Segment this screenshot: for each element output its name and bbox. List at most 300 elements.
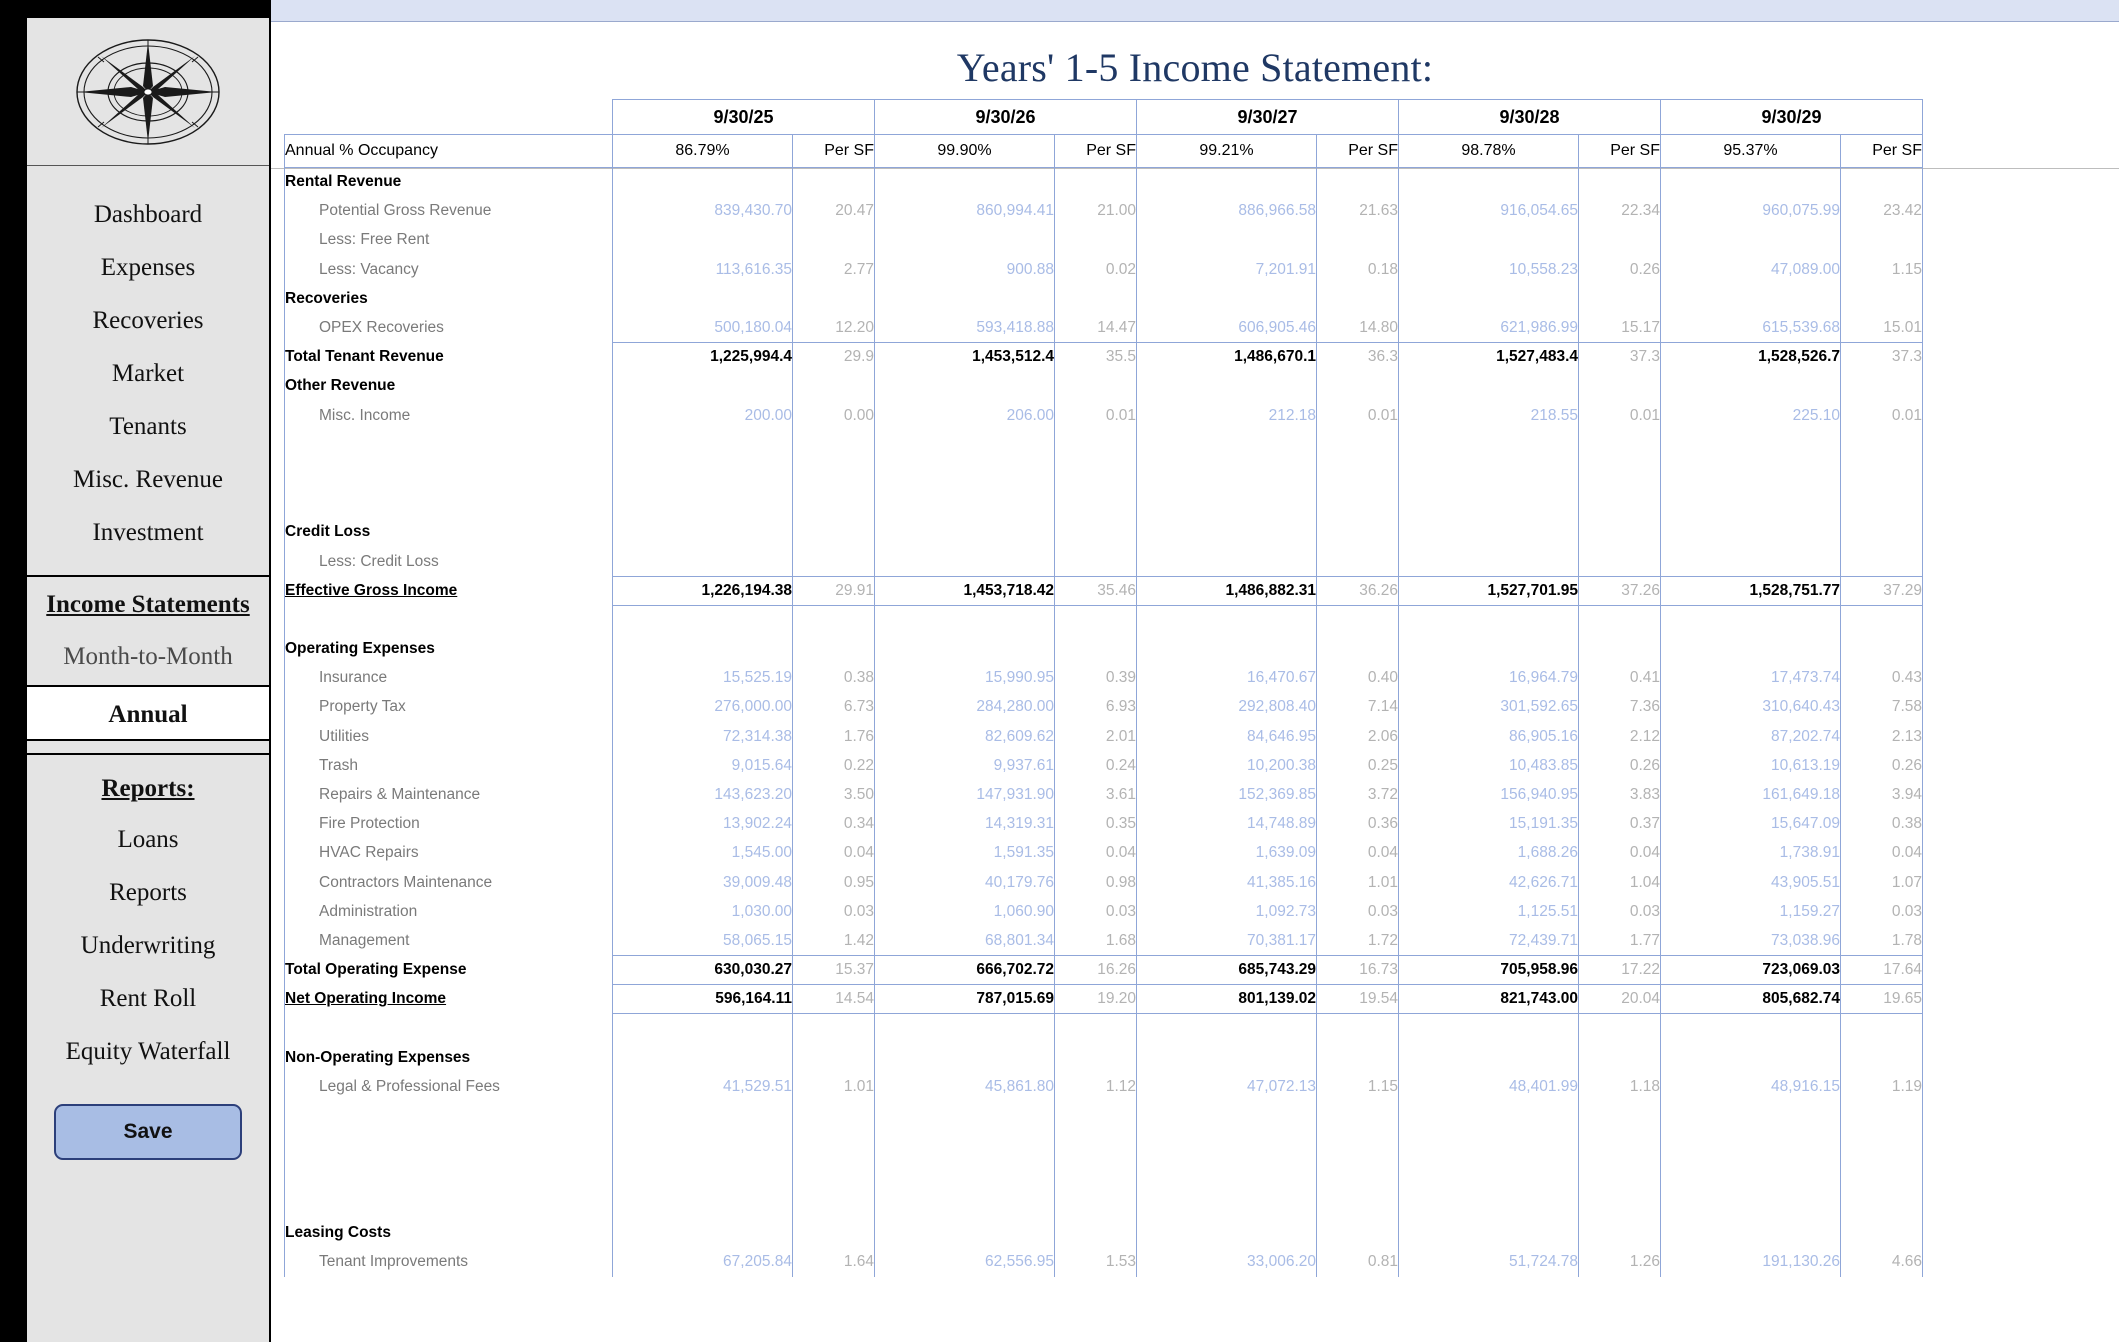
cell-per-sf: 23.42	[1841, 197, 1923, 226]
occupancy-value-year-4: 98.78%	[1399, 135, 1579, 168]
cell-value[interactable]	[875, 547, 1055, 576]
sidebar-item-loans[interactable]: Loans	[117, 826, 179, 853]
cell-value[interactable]: 84,646.95	[1137, 722, 1317, 751]
sidebar-item-misc-revenue[interactable]: Misc. Revenue	[73, 466, 223, 493]
cell-value[interactable]: 82,609.62	[875, 722, 1055, 751]
cell-value[interactable]	[1137, 284, 1317, 313]
sidebar-item-dashboard[interactable]: Dashboard	[93, 201, 203, 228]
cell-per-sf: 1.01	[793, 1072, 875, 1101]
cell-value[interactable]	[1399, 1043, 1579, 1072]
sidebar-item-investment[interactable]: Investment	[92, 519, 204, 546]
table-row	[285, 693, 1923, 722]
cell-value[interactable]: 1,527,701.95	[1399, 576, 1579, 605]
cell-per-sf: 17.22	[1579, 956, 1661, 985]
table-row	[285, 284, 1923, 313]
cell-value[interactable]	[875, 635, 1055, 664]
cell-value[interactable]: 10,200.38	[1137, 751, 1317, 780]
cell-per-sf: 0.39	[1055, 664, 1137, 693]
cell-value[interactable]	[1399, 168, 1579, 197]
cell-value[interactable]	[1661, 430, 1841, 459]
cell-value[interactable]	[613, 1014, 793, 1043]
cell-value[interactable]: 45,861.80	[875, 1072, 1055, 1101]
cell-value[interactable]	[1661, 1102, 1841, 1131]
cell-value[interactable]: 47,089.00	[1661, 255, 1841, 284]
cell-per-sf: 15.01	[1841, 313, 1923, 342]
cell-value[interactable]	[1661, 226, 1841, 255]
table-row	[285, 1218, 1923, 1247]
cell-value[interactable]	[613, 1160, 793, 1189]
cell-value[interactable]	[875, 1218, 1055, 1247]
cell-value[interactable]	[613, 518, 793, 547]
cell-value[interactable]	[1399, 372, 1579, 401]
cell-per-sf	[793, 1014, 875, 1043]
per-sf-header-year-3: Per SF	[1317, 135, 1399, 168]
cell-value[interactable]	[613, 1131, 793, 1160]
cell-value[interactable]	[875, 226, 1055, 255]
cell-per-sf: 36.3	[1317, 343, 1399, 372]
sidebar-item-month-to-month[interactable]: Month-to-Month	[63, 643, 233, 670]
cell-value[interactable]	[875, 1014, 1055, 1043]
row-label	[285, 605, 613, 634]
cell-value[interactable]: 1,453,512.4	[875, 343, 1055, 372]
cell-value[interactable]: 1,159.27	[1661, 897, 1841, 926]
cell-value[interactable]	[1661, 635, 1841, 664]
cell-value[interactable]: 15,525.19	[613, 664, 793, 693]
cell-value[interactable]: 500,180.04	[613, 313, 793, 342]
cell-value[interactable]: 805,682.74	[1661, 985, 1841, 1014]
cell-per-sf: 1.76	[793, 722, 875, 751]
cell-value[interactable]	[1661, 168, 1841, 197]
cell-value[interactable]: 10,483.85	[1399, 751, 1579, 780]
cell-value[interactable]: 723,069.03	[1661, 956, 1841, 985]
cell-value[interactable]	[875, 372, 1055, 401]
cell-value[interactable]: 9,015.64	[613, 751, 793, 780]
cell-value[interactable]	[1137, 1102, 1317, 1131]
cell-value[interactable]	[1399, 1160, 1579, 1189]
cell-per-sf: 36.26	[1317, 576, 1399, 605]
cell-value[interactable]: 705,958.96	[1399, 956, 1579, 985]
cell-value[interactable]: 615,539.68	[1661, 313, 1841, 342]
table-row	[285, 401, 1923, 430]
cell-value[interactable]: 10,613.19	[1661, 751, 1841, 780]
cell-value[interactable]	[1399, 226, 1579, 255]
cell-value[interactable]: 39,009.48	[613, 868, 793, 897]
cell-per-sf: 1.07	[1841, 868, 1923, 897]
cell-value[interactable]: 630,030.27	[613, 956, 793, 985]
row-label: Misc. Income	[285, 401, 613, 430]
top-left-black-strip	[0, 0, 271, 18]
cell-value[interactable]	[613, 459, 793, 488]
cell-value[interactable]	[875, 1160, 1055, 1189]
cell-value[interactable]	[1399, 1131, 1579, 1160]
cell-per-sf	[793, 284, 875, 313]
cell-value[interactable]: 7,201.91	[1137, 255, 1317, 284]
cell-value[interactable]	[613, 226, 793, 255]
cell-per-sf	[1579, 518, 1661, 547]
cell-per-sf: 14.80	[1317, 313, 1399, 342]
table-row	[285, 459, 1923, 488]
cell-per-sf	[793, 489, 875, 518]
cell-value[interactable]	[1399, 547, 1579, 576]
cell-value[interactable]: 42,626.71	[1399, 868, 1579, 897]
table-row	[285, 1189, 1923, 1218]
cell-value[interactable]	[1399, 1218, 1579, 1247]
cell-value[interactable]: 206.00	[875, 401, 1055, 430]
row-label: Trash	[285, 751, 613, 780]
cell-value[interactable]	[613, 168, 793, 197]
table-row	[285, 956, 1923, 985]
sidebar	[25, 18, 271, 1342]
cell-value[interactable]	[1399, 605, 1579, 634]
cell-value[interactable]	[1137, 1131, 1317, 1160]
cell-per-sf: 35.5	[1055, 343, 1137, 372]
cell-value[interactable]	[1137, 372, 1317, 401]
cell-per-sf	[793, 1131, 875, 1160]
sidebar-item-expenses[interactable]: Expenses	[100, 254, 196, 281]
row-label	[285, 489, 613, 518]
cell-value[interactable]: 276,000.00	[613, 693, 793, 722]
cell-per-sf: 1.15	[1317, 1072, 1399, 1101]
cell-value[interactable]: 161,649.18	[1661, 780, 1841, 809]
cell-value[interactable]	[1661, 489, 1841, 518]
table-row	[285, 780, 1923, 809]
cell-value[interactable]: 43,905.51	[1661, 868, 1841, 897]
cell-per-sf	[1841, 635, 1923, 664]
row-label: Effective Gross Income	[285, 576, 613, 605]
cell-per-sf	[1579, 1014, 1661, 1043]
income-statement-sheet	[271, 22, 2119, 1342]
cell-per-sf: 0.03	[1841, 897, 1923, 926]
cell-per-sf	[1317, 1218, 1399, 1247]
sidebar-item-reports[interactable]: Reports	[109, 879, 187, 906]
cell-value[interactable]: 839,430.70	[613, 197, 793, 226]
cell-value[interactable]: 72,314.38	[613, 722, 793, 751]
cell-per-sf: 1.15	[1841, 255, 1923, 284]
cell-value[interactable]: 143,623.20	[613, 780, 793, 809]
cell-value[interactable]	[1399, 459, 1579, 488]
cell-value[interactable]: 1,591.35	[875, 839, 1055, 868]
occupancy-value-year-1: 86.79%	[613, 135, 793, 168]
cell-per-sf: 1.19	[1841, 1072, 1923, 1101]
cell-value[interactable]: 16,964.79	[1399, 664, 1579, 693]
sidebar-item-recoveries[interactable]: Recoveries	[92, 307, 204, 334]
cell-value[interactable]: 1,030.00	[613, 897, 793, 926]
cell-value[interactable]: 1,527,483.4	[1399, 343, 1579, 372]
per-sf-header-year-5: Per SF	[1841, 135, 1923, 168]
cell-per-sf: 0.98	[1055, 868, 1137, 897]
table-row	[285, 1160, 1923, 1189]
cell-value[interactable]: 960,075.99	[1661, 197, 1841, 226]
cell-value[interactable]	[1661, 605, 1841, 634]
column-header-year-5: 9/30/29	[1661, 100, 1923, 135]
cell-value[interactable]: 916,054.65	[1399, 197, 1579, 226]
cell-value[interactable]: 41,385.16	[1137, 868, 1317, 897]
cell-value[interactable]	[1137, 635, 1317, 664]
cell-per-sf: 3.83	[1579, 780, 1661, 809]
cell-value[interactable]: 685,743.29	[1137, 956, 1317, 985]
cell-value[interactable]: 48,916.15	[1661, 1072, 1841, 1101]
cell-value[interactable]	[613, 605, 793, 634]
cell-per-sf: 7.36	[1579, 693, 1661, 722]
cell-value[interactable]: 62,556.95	[875, 1247, 1055, 1276]
cell-value[interactable]: 218.55	[1399, 401, 1579, 430]
cell-value[interactable]	[613, 547, 793, 576]
cell-value[interactable]: 200.00	[613, 401, 793, 430]
cell-per-sf: 0.04	[793, 839, 875, 868]
cell-per-sf	[1841, 547, 1923, 576]
cell-per-sf	[793, 1218, 875, 1247]
cell-per-sf: 0.00	[793, 401, 875, 430]
cell-value[interactable]	[875, 1043, 1055, 1072]
sidebar-item-equity-waterfall[interactable]: Equity Waterfall	[65, 1038, 231, 1065]
cell-value[interactable]: 86,905.16	[1399, 722, 1579, 751]
page-title: Years' 1-5 Income Statement:	[956, 45, 1434, 90]
cell-value[interactable]	[1137, 1218, 1317, 1247]
cell-per-sf: 1.77	[1579, 926, 1661, 955]
cell-value[interactable]	[1661, 1014, 1841, 1043]
cell-value[interactable]: 15,990.95	[875, 664, 1055, 693]
cell-value[interactable]: 606,905.46	[1137, 313, 1317, 342]
cell-value[interactable]	[1661, 1043, 1841, 1072]
cell-value[interactable]	[1137, 1160, 1317, 1189]
occupancy-value-year-3: 99.21%	[1137, 135, 1317, 168]
row-label: Legal & Professional Fees	[285, 1072, 613, 1101]
cell-per-sf: 12.20	[793, 313, 875, 342]
cell-value[interactable]: 593,418.88	[875, 313, 1055, 342]
table-row	[285, 547, 1923, 576]
cell-value[interactable]: 48,401.99	[1399, 1072, 1579, 1101]
cell-value[interactable]	[1137, 489, 1317, 518]
cell-per-sf: 20.04	[1579, 985, 1661, 1014]
table-row	[285, 255, 1923, 284]
cell-value[interactable]	[875, 605, 1055, 634]
cell-value[interactable]	[1661, 518, 1841, 547]
occupancy-value-year-2: 99.90%	[875, 135, 1055, 168]
cell-value[interactable]	[1661, 1189, 1841, 1218]
cell-value[interactable]: 152,369.85	[1137, 780, 1317, 809]
cell-value[interactable]: 1,738.91	[1661, 839, 1841, 868]
row-label: Insurance	[285, 664, 613, 693]
cell-value[interactable]: 10,558.23	[1399, 255, 1579, 284]
cell-per-sf: 1.12	[1055, 1072, 1137, 1101]
cell-per-sf	[1055, 1131, 1137, 1160]
cell-value[interactable]: 666,702.72	[875, 956, 1055, 985]
save-button[interactable]: Save	[54, 1104, 242, 1160]
cell-value[interactable]: 1,060.90	[875, 897, 1055, 926]
cell-value[interactable]: 860,994.41	[875, 197, 1055, 226]
cell-per-sf	[1055, 226, 1137, 255]
cell-value[interactable]: 1,486,670.1	[1137, 343, 1317, 372]
cell-value[interactable]: 156,940.95	[1399, 780, 1579, 809]
cell-value[interactable]	[875, 430, 1055, 459]
cell-value[interactable]	[613, 1043, 793, 1072]
cell-value[interactable]: 1,688.26	[1399, 839, 1579, 868]
occupancy-value-year-5: 95.37%	[1661, 135, 1841, 168]
cell-per-sf: 29.9	[793, 343, 875, 372]
cell-value[interactable]	[1399, 430, 1579, 459]
cell-value[interactable]: 14,748.89	[1137, 810, 1317, 839]
cell-value[interactable]: 68,801.34	[875, 926, 1055, 955]
cell-per-sf	[1579, 605, 1661, 634]
cell-value[interactable]	[1137, 547, 1317, 576]
sidebar-item-market[interactable]: Market	[111, 360, 185, 387]
per-sf-header-year-2: Per SF	[1055, 135, 1137, 168]
cell-value[interactable]: 67,205.84	[613, 1247, 793, 1276]
cell-value[interactable]	[613, 1102, 793, 1131]
sidebar-item-annual[interactable]: Annual	[27, 685, 269, 741]
sidebar-item-underwriting[interactable]: Underwriting	[80, 932, 216, 959]
cell-per-sf	[1841, 1014, 1923, 1043]
cell-value[interactable]: 225.10	[1661, 401, 1841, 430]
cell-value[interactable]: 1,545.00	[613, 839, 793, 868]
cell-value[interactable]	[1661, 459, 1841, 488]
cell-value[interactable]: 1,125.51	[1399, 897, 1579, 926]
cell-value[interactable]: 40,179.76	[875, 868, 1055, 897]
cell-value[interactable]	[1661, 1160, 1841, 1189]
cell-value[interactable]	[613, 284, 793, 313]
save-button-wrapper	[27, 1104, 269, 1160]
cell-value[interactable]	[1137, 518, 1317, 547]
cell-value[interactable]	[875, 1102, 1055, 1131]
cell-value[interactable]: 284,280.00	[875, 693, 1055, 722]
cell-value[interactable]: 621,986.99	[1399, 313, 1579, 342]
cell-value[interactable]: 14,319.31	[875, 810, 1055, 839]
cell-value[interactable]: 1,453,718.42	[875, 576, 1055, 605]
cell-value[interactable]	[613, 372, 793, 401]
cell-value[interactable]: 16,470.67	[1137, 664, 1317, 693]
cell-value[interactable]	[1137, 1043, 1317, 1072]
table-row	[285, 926, 1923, 955]
cell-value[interactable]: 1,486,882.31	[1137, 576, 1317, 605]
cell-value[interactable]: 292,808.40	[1137, 693, 1317, 722]
cell-value[interactable]: 73,038.96	[1661, 926, 1841, 955]
cell-value[interactable]	[875, 1131, 1055, 1160]
cell-value[interactable]: 886,966.58	[1137, 197, 1317, 226]
cell-value[interactable]: 47,072.13	[1137, 1072, 1317, 1101]
cell-value[interactable]: 787,015.69	[875, 985, 1055, 1014]
cell-value[interactable]: 70,381.17	[1137, 926, 1317, 955]
cell-value[interactable]	[1399, 1014, 1579, 1043]
cell-per-sf	[793, 1160, 875, 1189]
cell-value[interactable]: 9,937.61	[875, 751, 1055, 780]
cell-value[interactable]: 17,473.74	[1661, 664, 1841, 693]
cell-value[interactable]	[613, 1189, 793, 1218]
cell-value[interactable]: 15,191.35	[1399, 810, 1579, 839]
cell-per-sf	[1841, 284, 1923, 313]
cell-value[interactable]	[875, 284, 1055, 313]
cell-value[interactable]: 596,164.11	[613, 985, 793, 1014]
cell-value[interactable]: 15,647.09	[1661, 810, 1841, 839]
cell-value[interactable]	[1399, 518, 1579, 547]
cell-value[interactable]: 1,528,751.77	[1661, 576, 1841, 605]
cell-per-sf	[793, 1043, 875, 1072]
cell-per-sf: 0.03	[1579, 897, 1661, 926]
sidebar-item-tenants[interactable]: Tenants	[109, 413, 187, 440]
cell-per-sf: 1.42	[793, 926, 875, 955]
cell-per-sf: 7.58	[1841, 693, 1923, 722]
cell-value[interactable]: 72,439.71	[1399, 926, 1579, 955]
cell-value[interactable]	[1137, 459, 1317, 488]
cell-value[interactable]: 1,225,994.4	[613, 343, 793, 372]
cell-value[interactable]	[875, 1189, 1055, 1218]
cell-per-sf: 2.06	[1317, 722, 1399, 751]
cell-value[interactable]	[1137, 605, 1317, 634]
cell-value[interactable]	[1661, 547, 1841, 576]
cell-value[interactable]: 147,931.90	[875, 780, 1055, 809]
table-row	[285, 839, 1923, 868]
per-sf-header-year-4: Per SF	[1579, 135, 1661, 168]
cell-value[interactable]: 51,724.78	[1399, 1247, 1579, 1276]
cell-value[interactable]	[1137, 1189, 1317, 1218]
cell-value[interactable]: 191,130.26	[1661, 1247, 1841, 1276]
cell-value[interactable]	[875, 489, 1055, 518]
cell-value[interactable]: 58,065.15	[613, 926, 793, 955]
cell-value[interactable]	[875, 168, 1055, 197]
cell-per-sf: 0.03	[793, 897, 875, 926]
cell-value[interactable]	[1399, 1189, 1579, 1218]
cell-value[interactable]	[1137, 226, 1317, 255]
table-row	[285, 635, 1923, 664]
cell-value[interactable]: 1,226,194.38	[613, 576, 793, 605]
income-statement-table	[284, 99, 1923, 1277]
cell-value[interactable]	[1137, 1014, 1317, 1043]
cell-value[interactable]	[1661, 1218, 1841, 1247]
cell-value[interactable]: 33,006.20	[1137, 1247, 1317, 1276]
row-label: Administration	[285, 897, 613, 926]
cell-value[interactable]	[875, 518, 1055, 547]
cell-value[interactable]: 1,528,526.7	[1661, 343, 1841, 372]
cell-per-sf	[1055, 372, 1137, 401]
cell-value[interactable]: 310,640.43	[1661, 693, 1841, 722]
cell-value[interactable]: 212.18	[1137, 401, 1317, 430]
cell-value[interactable]: 900.88	[875, 255, 1055, 284]
cell-value[interactable]	[613, 489, 793, 518]
cell-value[interactable]: 1,092.73	[1137, 897, 1317, 926]
table-row	[285, 1014, 1923, 1043]
cell-value[interactable]	[613, 430, 793, 459]
cell-per-sf: 20.47	[793, 197, 875, 226]
cell-value[interactable]	[1399, 284, 1579, 313]
cell-value[interactable]: 301,592.65	[1399, 693, 1579, 722]
cell-per-sf: 1.53	[1055, 1247, 1137, 1276]
cell-value[interactable]	[1399, 635, 1579, 664]
cell-per-sf	[1841, 1131, 1923, 1160]
cell-value[interactable]	[1399, 489, 1579, 518]
table-row	[285, 1131, 1923, 1160]
cell-value[interactable]: 821,743.00	[1399, 985, 1579, 1014]
table-row	[285, 518, 1923, 547]
cell-value[interactable]	[1137, 168, 1317, 197]
cell-value[interactable]	[1661, 1131, 1841, 1160]
cell-value[interactable]	[1661, 284, 1841, 313]
cell-value[interactable]	[613, 635, 793, 664]
cell-value[interactable]	[1661, 372, 1841, 401]
cell-value[interactable]: 87,202.74	[1661, 722, 1841, 751]
sidebar-item-rent-roll[interactable]: Rent Roll	[99, 985, 197, 1012]
cell-value[interactable]: 41,529.51	[613, 1072, 793, 1101]
cell-value[interactable]	[1399, 1102, 1579, 1131]
cell-value[interactable]: 13,902.24	[613, 810, 793, 839]
row-label: Tenant Improvements	[285, 1247, 613, 1276]
cell-value[interactable]	[875, 459, 1055, 488]
cell-value[interactable]	[1137, 430, 1317, 459]
cell-value[interactable]: 1,639.09	[1137, 839, 1317, 868]
cell-value[interactable]: 113,616.35	[613, 255, 793, 284]
cell-value[interactable]	[613, 1218, 793, 1247]
column-header-year-2: 9/30/26	[875, 100, 1137, 135]
cell-value[interactable]: 801,139.02	[1137, 985, 1317, 1014]
table-row	[285, 372, 1923, 401]
